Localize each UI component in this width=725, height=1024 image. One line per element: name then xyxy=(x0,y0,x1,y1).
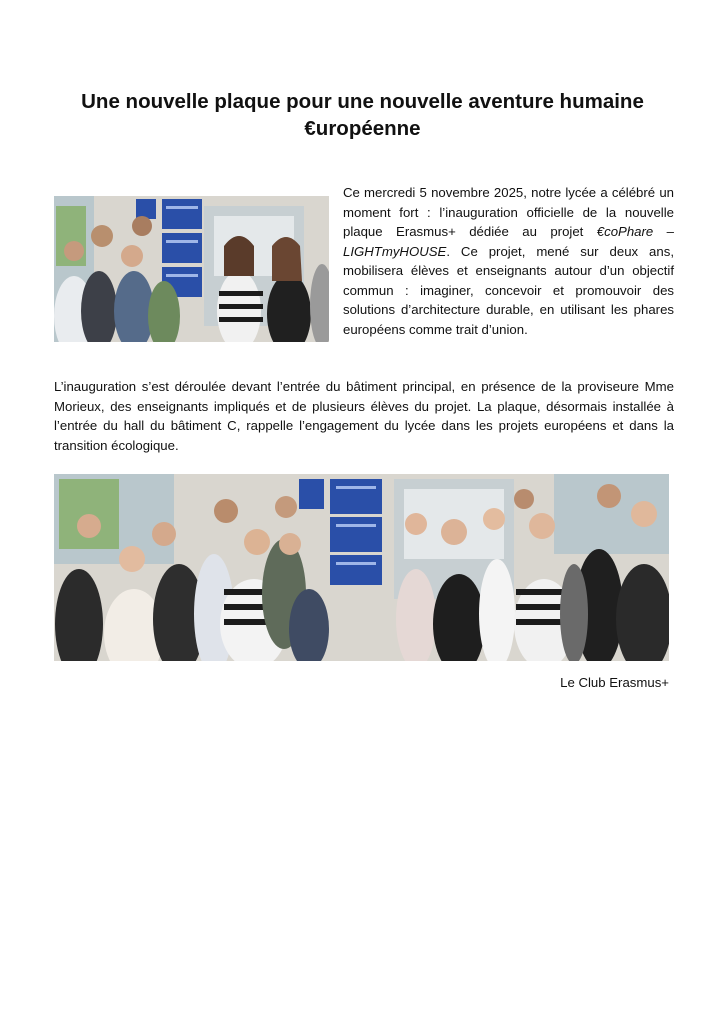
event-paragraph: L’inauguration s’est déroulée devant l’entrée du bâtiment principal, en présence de la proviseure Mme Morieux, des enseignants impliqués et de plusieurs élèves du projet. La plaque, désormais installée à l’entrée du hall du bâtiment C, rappelle l’engagement du lycée dans les projets européens et dans la transition écologique. xyxy=(54,379,674,453)
group-photo-large xyxy=(54,474,669,661)
project-name: €coPhare – LIGHTmyHOUSE xyxy=(343,224,674,259)
group-photo-large-illustration xyxy=(54,474,669,661)
intro-text-start: Ce mercredi 5 novembre 2025, notre lycée a célébré un moment fort : l’inauguration officielle de la nouvelle plaque Erasmus+ dédiée au projet xyxy=(343,185,674,239)
inauguration-photo-small-illustration xyxy=(54,196,329,342)
intro-text-end: . Ce projet, mené sur deux ans, mobilisera élèves et enseignants autour d’un objectif commun : imaginer, concevoir et promouvoir des solutions d’architecture durable, en utilisant les phares européens comme trait d’union. xyxy=(343,243,674,337)
intro-paragraph xyxy=(343,183,674,339)
title-line-1: Une nouvelle plaque pour une nouvelle aventure humaine xyxy=(81,90,644,113)
signature: Le Club Erasmus+ xyxy=(560,675,669,690)
page-title xyxy=(40,88,685,142)
title-line-2: €uropéenne xyxy=(304,117,421,140)
inauguration-photo-small xyxy=(54,196,329,342)
